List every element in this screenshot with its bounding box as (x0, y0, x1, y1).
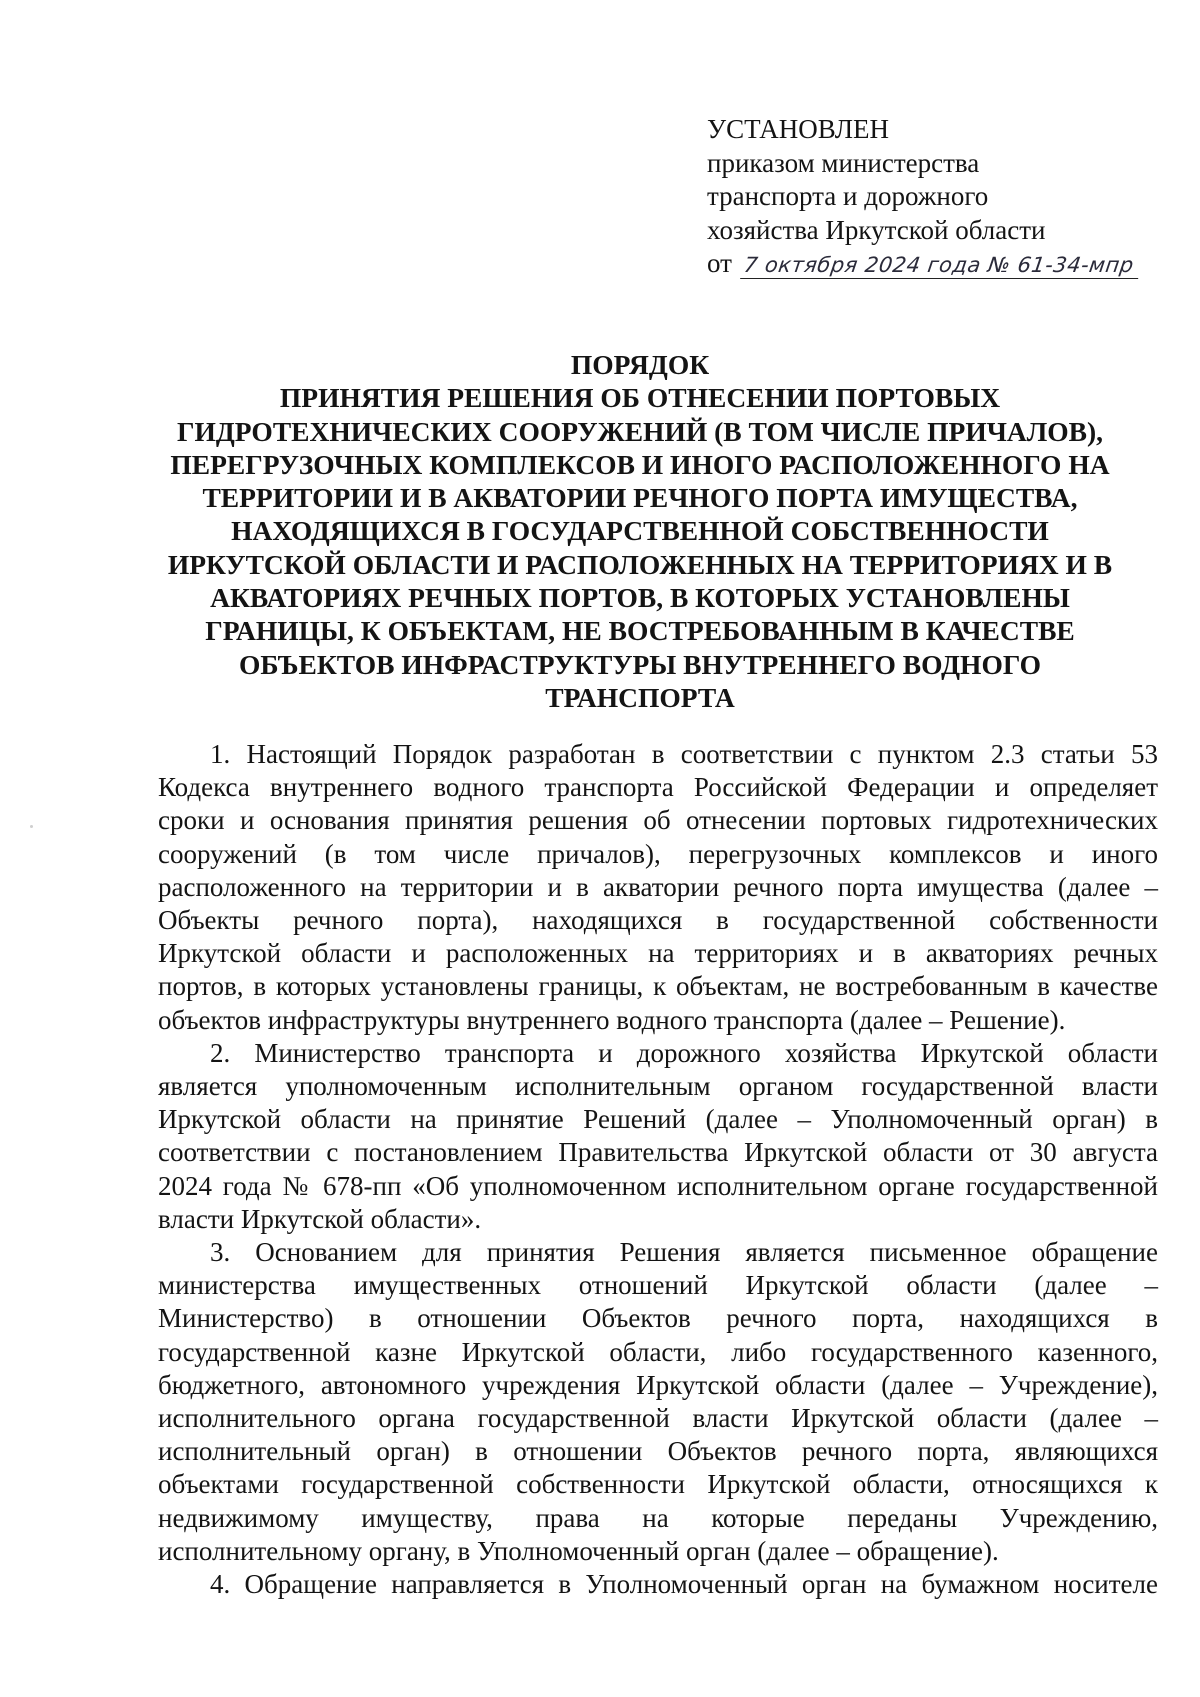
title-line: ГРАНИЦЫ, К ОБЪЕКТАМ, НЕ ВОСТРЕБОВАННЫМ В КАЧЕСТВЕ (205, 615, 1075, 647)
paragraph-1 (158, 738, 1158, 1037)
title-line: ИРКУТСКОЙ ОБЛАСТИ И РАСПОЛОЖЕННЫХ НА ТЕРРИТОРИЯХ И В (167, 548, 1113, 580)
paragraph-4 (158, 1568, 1158, 1601)
text-line: соответствии с постановлением Правительства Иркутской области от 30 августа (158, 1137, 1158, 1168)
text-line: 1. Настоящий Порядок разработан в соответствии с пунктом 2.3 статьи 53 (210, 739, 1158, 769)
text-line: Иркутской области на принятие Решений (далее – Уполномоченный орган) в (158, 1104, 1158, 1135)
title-line: ПЕРЕГРУЗОЧНЫХ КОМПЛЕКСОВ И ИНОГО РАСПОЛОЖЕННОГО НА (170, 448, 1110, 480)
text-line: 2. Министерство транспорта и дорожного хозяйства Иркутской области (210, 1037, 1158, 1068)
title-line: ОБЪЕКТОВ ИНФРАСТРУКТУРЫ ВНУТРЕННЕГО ВОДНОГО (238, 648, 1042, 680)
title-line: ТЕРРИТОРИИ И В АКВАТОРИИ РЕЧНОГО ПОРТА ИМУЩЕСТВА, (202, 482, 1078, 514)
text-line: недвижимому имуществу, права на которые переданы Учреждению, (158, 1502, 1158, 1533)
text-line: исполнительный орган) в отношении Объектов речного порта, являющихся (158, 1436, 1158, 1467)
text-line: 4. Обращение направляется в Уполномоченный орган на бумажном носителе (210, 1569, 1158, 1600)
approval-from-word: от (707, 248, 732, 278)
text-line: 3. Основанием для принятия Решения является письменное обращение (210, 1237, 1158, 1268)
scan-artifact (30, 825, 33, 828)
title-line: АКВАТОРИЯХ РЕЧНЫХ ПОРТОВ, В КОТОРЫХ УСТАНОВЛЕНЫ (210, 582, 1070, 614)
approval-line: транспорта и дорожного (707, 181, 989, 211)
text-line: Министерство) в отношении Объектов речного порта, находящихся в (158, 1303, 1158, 1334)
title-line: ТРАНСПОРТА (545, 681, 735, 713)
title-line: НАХОДЯЩИХСЯ В ГОСУДАРСТВЕННОЙ СОБСТВЕННОСТИ (231, 515, 1049, 547)
text-line: Кодекса внутреннего водного транспорта Российской Федерации и определяет (158, 772, 1158, 803)
approval-heading: УСТАНОВЛЕН (707, 114, 890, 144)
approval-line: хозяйства Иркутской области (707, 214, 1046, 245)
text-line: объектов инфраструктуры внутреннего водного транспорта (далее – Решение). (158, 1004, 1066, 1035)
title-line: ГИДРОТЕХНИЧЕСКИХ СООРУЖЕНИЙ (В ТОМ ЧИСЛЕ ПРИЧАЛОВ), (176, 415, 1104, 447)
paragraph-2 (158, 1037, 1158, 1236)
text-line: исполнительному органу, в Уполномоченный орган (далее – обращение). (158, 1535, 999, 1566)
approval-stamp-block (707, 113, 1177, 281)
text-line: расположенного на территории и в акватории речного порта имущества (далее – (158, 871, 1158, 902)
text-line: министерства имущественных отношений Иркутской области (далее – (158, 1270, 1158, 1301)
text-line: бюджетного, автономного учреждения Иркутской области (далее – Учреждение), (158, 1369, 1158, 1400)
approval-date-line (707, 247, 1177, 281)
text-line: исполнительного органа государственной власти Иркутской области (далее – (158, 1403, 1158, 1434)
text-line: Объекты речного порта), находящихся в государственной собственности (158, 905, 1158, 936)
text-line: портов, в которых установлены границы, к объектам, не востребованным в качестве (158, 971, 1158, 1002)
text-line: сооружений (в том числе причалов), перегрузочных комплексов и иного (158, 838, 1158, 869)
paragraph-3 (158, 1236, 1158, 1568)
text-line: Иркутской области и расположенных на территориях и в акваториях речных (158, 938, 1158, 969)
handwritten-date-number: 7 октября 2024 года № 61-34-мпр (740, 252, 1141, 279)
title-line: ПРИНЯТИЯ РЕШЕНИЯ ОБ ОТНЕСЕНИИ ПОРТОВЫХ (279, 382, 1001, 414)
text-line: 2024 года № 678-пп «Об уполномоченном исполнительном органе государственной (158, 1170, 1158, 1201)
document-title (150, 348, 1130, 714)
approval-line: приказом министерства (707, 147, 980, 178)
text-line: сроки и основания принятия решения об отнесении портовых гидротехнических (158, 805, 1158, 836)
text-line: объектами государственной собственности Иркутской области, относящихся к (158, 1469, 1158, 1500)
title-line: ПОРЯДОК (570, 349, 710, 380)
document-body (158, 738, 1158, 1601)
text-line: власти Иркутской области». (158, 1203, 482, 1234)
text-line: является уполномоченным исполнительным органом государственной власти (158, 1071, 1158, 1102)
text-line: государственной казне Иркутской области, либо государственного казенного, (158, 1336, 1158, 1367)
